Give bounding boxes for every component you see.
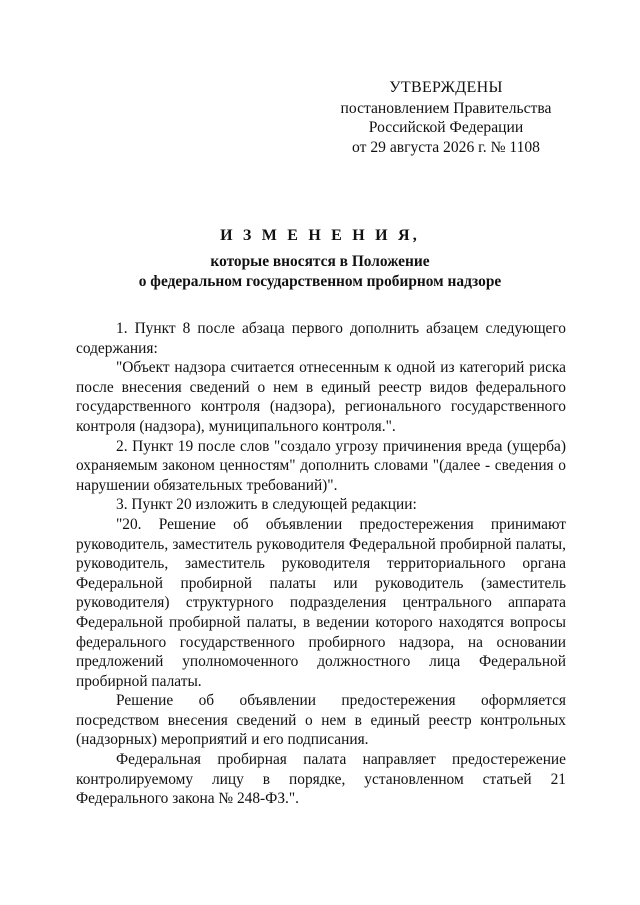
approval-line-1: постановлением Правительства (340, 99, 552, 117)
paragraph-3: 2. Пункт 19 после слов "создало угрозу причинения вреда (ущерба) охраняемым законом ценностям" дополнить словами "(далее - сведения о нарушении обязательных требований)". (76, 437, 566, 494)
document-heading: И З М Е Н Е Н И Я, (220, 227, 420, 244)
document-subheading-1: которые вносятся в Положение (210, 253, 430, 270)
paragraph-6: Решение об объявлении предостережения оформляется посредством внесения сведений о нем в единый реестр контрольных (надзорных) мероприятий и его подписания. (76, 692, 566, 749)
approval-date-line: от 29 августа 2026 г. № 1108 (352, 138, 540, 156)
approval-title: УТВЕРЖДЕНЫ (389, 79, 503, 96)
paragraph-4: 3. Пункт 20 изложить в следующей редакции: (116, 496, 417, 514)
paragraph-1: 1. Пункт 8 после абзаца первого дополнить абзацем следующего содержания: (76, 320, 566, 357)
approval-line-2: Российской Федерации (368, 119, 524, 136)
document-subheading-2: о федеральном государственном пробирном надзоре (138, 272, 502, 290)
document-body (76, 319, 566, 809)
paragraph-5: "20. Решение об объявлении предостережения принимают руководитель, заместитель руководителя Федеральной пробирной палаты, руководитель, заместитель руководителя территориального органа Федеральной пробирной палаты или руководитель (заместитель руководителя) структурного подразделения центрального аппарата Федеральной пробирной палаты, в ведении которого находятся вопросы федерального государственного пробирного надзора, на основании предложений уполномоченного должностного лица Федеральной пробирной палаты. (76, 515, 566, 690)
document-title-block (70, 226, 570, 291)
paragraph-7: Федеральная пробирная палата направляет предостережение контролируемому лицу в порядке, установленном статьей 21 Федерального закона № 248-ФЗ.". (76, 751, 566, 808)
approval-stamp (330, 78, 562, 157)
paragraph-2: "Объект надзора считается отнесенным к одной из категорий риска после внесения сведений о нем в единый реестр видов федерального государственного контроля (надзора), регионального государственного контроля (надзора), муниципального контроля.". (76, 359, 566, 435)
